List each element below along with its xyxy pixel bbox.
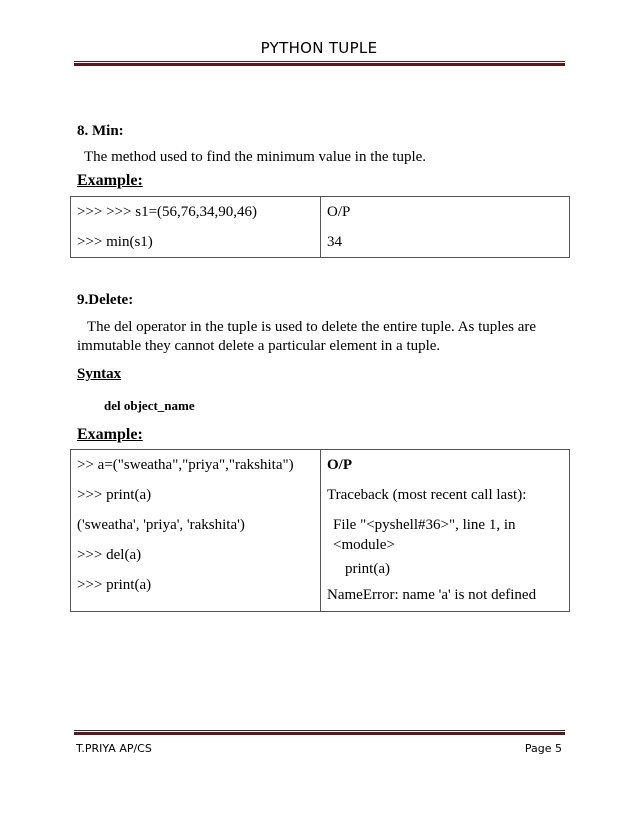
page-header-title: PYTHON TUPLE [260, 39, 378, 57]
code-line: >>> min(s1) [77, 234, 153, 250]
syntax-label: Syntax [77, 366, 122, 382]
footer-page-number: Page 5 [524, 742, 562, 755]
output-line: Traceback (most recent call last): [327, 487, 527, 503]
section-9-heading: 9.Delete: [77, 292, 134, 308]
delete-code-cell [71, 450, 321, 612]
code-line: >>> >>> s1=(56,76,34,90,46) [77, 204, 258, 220]
min-example-table [70, 196, 570, 258]
delete-output-cell [321, 450, 570, 612]
code-line: >>> del(a) [77, 547, 142, 563]
section-8-description: The method used to find the minimum value in the tuple. [84, 149, 427, 165]
section-8-example-label: Example: [77, 172, 143, 189]
min-code-cell [71, 197, 321, 258]
output-line: NameError: name 'a' is not defined [327, 587, 537, 603]
output-line: print(a) [345, 561, 390, 577]
code-line: >>> print(a) [77, 487, 152, 503]
section-9-description-line-1: The del operator in the tuple is used to delete the entire tuple. As tuples are [87, 319, 537, 335]
delete-example-table [70, 449, 570, 612]
output-label: O/P [327, 204, 351, 220]
section-9-example-label: Example: [77, 426, 143, 443]
output-line: File "<pyshell#36>", line 1, in <module> [333, 517, 516, 553]
footer-author: T.PRIYA AP/CS [76, 742, 152, 755]
code-line: >> a=("sweatha","priya","rakshita") [77, 457, 294, 473]
section-8-heading: 8. Min: [77, 123, 124, 139]
code-line: ('sweatha', 'priya', 'rakshita') [77, 517, 245, 533]
section-9-description-line-2: immutable they cannot delete a particular element in a tuple. [77, 338, 441, 354]
header-rule [74, 61, 565, 66]
syntax-code: del object_name [104, 398, 195, 413]
code-line: >>> print(a) [77, 577, 152, 593]
footer-rule [74, 730, 565, 735]
min-output-cell [321, 197, 570, 258]
output-label: O/P [327, 457, 352, 473]
output-line: 34 [327, 234, 342, 250]
